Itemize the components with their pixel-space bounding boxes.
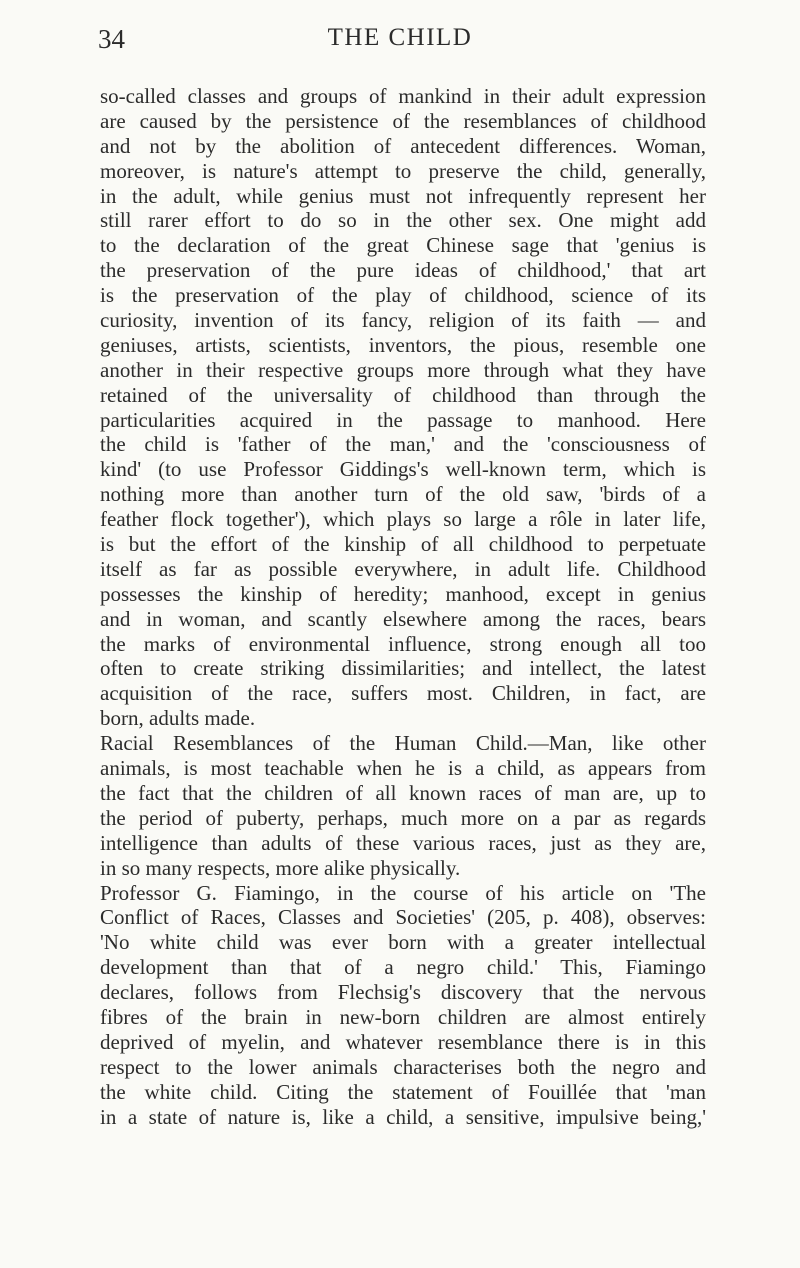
- text-line: kind' (to use Professor Giddings's well-known term, which is: [100, 457, 706, 482]
- text-line: Conflict of Races, Classes and Societies' (205, p. 408), observes:: [100, 905, 706, 930]
- text-line: possesses the kinship of heredity; manhood, except in genius: [100, 581, 706, 606]
- text-line: the white child. Citing the statement of Fouillée that 'man: [100, 1079, 706, 1104]
- text-line: feather flock together'), which plays so large a rôle in later life,: [100, 507, 706, 532]
- text-line: deprived of myelin, and whatever resemblance there is in this: [100, 1029, 706, 1054]
- text-line: in the adult, while genius must not infrequently represent her: [100, 183, 706, 208]
- text-line: geniuses, artists, scientists, inventors, the pious, resemble one: [100, 332, 706, 357]
- text-line: born, adults made.: [100, 706, 256, 731]
- text-line: and not by the abolition of antecedent differences. Woman,: [100, 133, 706, 158]
- text-line: is the preservation of the play of childhood, science of its: [100, 283, 706, 308]
- text-line: and in woman, and scantly elsewhere among the races, bears: [100, 606, 706, 631]
- running-title: THE CHILD: [327, 24, 473, 51]
- text-line: curiosity, invention of its fancy, religion of its faith — and: [100, 308, 706, 333]
- text-line: to the declaration of the great Chinese sage that 'genius is: [100, 233, 706, 258]
- text-line: is but the effort of the kinship of all childhood to perpetuate: [100, 532, 706, 557]
- text-line: nothing more than another turn of the old saw, 'birds of a: [100, 482, 706, 507]
- text-line: still rarer effort to do so in the other sex. One might add: [100, 208, 706, 233]
- text-line: animals, is most teachable when he is a child, as appears from: [100, 756, 706, 781]
- text-line: so-called classes and groups of mankind in their adult expression: [100, 84, 706, 108]
- text-line: Professor G. Fiamingo, in the course of his article on 'The: [100, 880, 706, 905]
- text-line: the child is 'father of the man,' and the 'consciousness of: [100, 432, 706, 457]
- text-line: retained of the universality of childhood than through the: [100, 382, 706, 407]
- text-line: 'No white child was ever born with a greater intellectual: [100, 930, 706, 955]
- text-line: intelligence than adults of these various races, just as they are,: [100, 830, 706, 855]
- text-line: in a state of nature is, like a child, a sensitive, impulsive being,': [100, 1104, 706, 1129]
- text-line: often to create striking dissimilarities; and intellect, the latest: [100, 656, 706, 681]
- text-line: the marks of environmental influence, strong enough all too: [100, 631, 706, 656]
- text-line: are caused by the persistence of the resemblances of childhood: [100, 108, 706, 133]
- text-line: fibres of the brain in new-born children are almost entirely: [100, 1004, 706, 1029]
- text-line: itself as far as possible everywhere, in adult life. Childhood: [100, 556, 706, 581]
- text-line: declares, follows from Flechsig's discovery that the nervous: [100, 980, 706, 1005]
- text-line: development than that of a negro child.' This, Fiamingo: [100, 955, 706, 980]
- text-line: the preservation of the pure ideas of childhood,' that art: [100, 258, 706, 283]
- text-line: acquisition of the race, suffers most. Children, in fact, are: [100, 681, 706, 706]
- text-line: another in their respective groups more through what they have: [100, 357, 706, 382]
- text-line: the period of puberty, perhaps, much more on a par as regards: [100, 805, 706, 830]
- text-line: moreover, is nature's attempt to preserve the child, generally,: [100, 158, 706, 183]
- text-line: in so many respects, more alike physically.: [100, 855, 461, 880]
- section-heading-line: Racial Resemblances of the Human Child.—Man, like other: [100, 731, 706, 756]
- text-line: respect to the lower animals characterises both the negro and: [100, 1054, 706, 1079]
- page-number: 34: [98, 24, 125, 54]
- text-line: the fact that the children of all known races of man are, up to: [100, 780, 706, 805]
- body-text: [100, 84, 706, 1129]
- text-line: particularities acquired in the passage to manhood. Here: [100, 407, 706, 432]
